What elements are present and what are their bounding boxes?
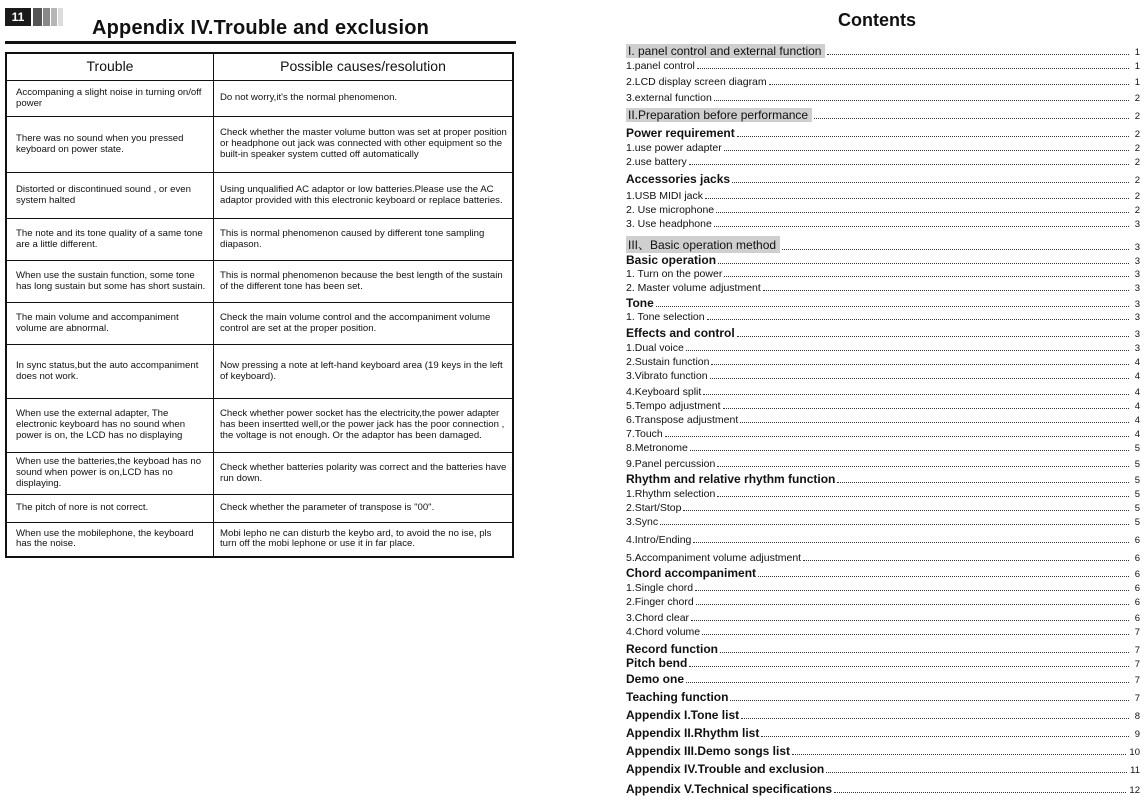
toc-leader-dots [730, 700, 1129, 701]
toc-leader-dots [737, 336, 1129, 337]
toc-leader-dots [693, 542, 1129, 543]
toc-entry-page: 2 [1134, 111, 1140, 122]
table-row [6, 117, 513, 173]
table-header-row [6, 53, 513, 81]
toc-entry-label: 1.use power adapter [626, 142, 722, 154]
toc-entry [626, 672, 1140, 686]
toc-entry-label: 1. Tone selection [626, 311, 705, 323]
table-row [6, 261, 513, 303]
toc-entry-page: 6 [1134, 597, 1140, 608]
toc-entry [626, 656, 1140, 670]
toc-entry [626, 218, 1140, 230]
toc-entry-label: 4.Keyboard split [626, 386, 702, 398]
toc-leader-dots [660, 524, 1129, 525]
toc-leader-dots [837, 482, 1129, 483]
toc-entry-label: 1.Rhythm selection [626, 488, 716, 500]
toc-entry [626, 253, 1140, 267]
toc-leader-dots [665, 436, 1129, 437]
toc-leader-dots [707, 319, 1129, 320]
toc-entry-label: 2.Sustain function [626, 356, 710, 368]
trouble-cell: In sync status,but the auto accompaniment does not work. [6, 345, 214, 399]
toc-entry-page: 9 [1134, 729, 1140, 740]
resolution-cell: Mobi lepho ne can disturb the keybo ard, to avoid the no ise, pls turn off the mobi lephone or use it in far place. [220, 527, 492, 550]
toc-entry-page: 1 [1134, 47, 1140, 58]
toc-entry-page: 4 [1134, 371, 1140, 382]
toc-entry-page: 7 [1134, 693, 1140, 704]
resolution-cell: Now pressing a note at left-hand keyboard area (19 keys in the left of keyboard). [214, 345, 514, 399]
toc-leader-dots [758, 576, 1129, 577]
toc-entry-page: 7 [1134, 627, 1140, 638]
toc-entry-label: 3.external function [626, 92, 712, 104]
toc-entry [626, 596, 1140, 608]
toc-entry-page: 5 [1134, 443, 1140, 454]
header-trouble: Trouble [6, 53, 214, 81]
toc-entry-page: 1 [1134, 77, 1140, 88]
toc-entry [626, 386, 1140, 398]
trouble-cell: The pitch of nore is not correct. [6, 495, 214, 523]
contents-title: Contents [838, 10, 916, 30]
toc-leader-dots [689, 666, 1129, 667]
toc-entry-page: 3 [1134, 256, 1140, 267]
toc-entry-page: 10 [1129, 747, 1140, 758]
toc-leader-dots [705, 198, 1129, 199]
toc-entry-page: 5 [1134, 503, 1140, 514]
toc-entry-page: 7 [1134, 675, 1140, 686]
toc-entry [626, 690, 1140, 704]
toc-entry [626, 326, 1140, 340]
table-row [6, 523, 513, 557]
toc-entry-page: 6 [1134, 569, 1140, 580]
toc-leader-dots [737, 136, 1129, 137]
toc-entry-page: 6 [1134, 535, 1140, 546]
toc-entry [626, 708, 1140, 722]
toc-leader-dots [716, 212, 1129, 213]
resolution-cell: Check the main volume control and the accompaniment volume control are set at the proper position. [214, 303, 514, 345]
toc-entry [626, 204, 1140, 216]
toc-entry [626, 414, 1140, 426]
toc-entry-page: 6 [1134, 613, 1140, 624]
toc-entry-page: 2 [1134, 93, 1140, 104]
toc-leader-dots [711, 364, 1129, 365]
toc-leader-dots [696, 604, 1129, 605]
table-row [6, 399, 513, 453]
toc-leader-dots [717, 496, 1129, 497]
toc-entry-label: 6.Transpose adjustment [626, 414, 739, 426]
toc-entry-page: 4 [1134, 387, 1140, 398]
toc-entry [626, 296, 1140, 310]
toc-entry [626, 642, 1140, 656]
toc-entry-page: 5 [1134, 517, 1140, 528]
toc-entry-page: 5 [1134, 459, 1140, 470]
toc-entry-page: 3 [1134, 299, 1140, 310]
toc-leader-dots [702, 634, 1129, 635]
toc-entry [626, 44, 1140, 58]
toc-leader-dots [741, 718, 1129, 719]
resolution-cell: Do not worry,it's the normal phenomenon. [214, 81, 514, 117]
toc-entry [626, 782, 1140, 796]
toc-entry [626, 442, 1140, 454]
toc-entry-page: 6 [1134, 553, 1140, 564]
toc-entry-label: I. panel control and external function [626, 44, 825, 58]
toc-entry [626, 502, 1140, 514]
toc-entry-label: 3.Chord clear [626, 612, 690, 624]
toc-entry [626, 516, 1140, 528]
toc-entry [626, 236, 1140, 253]
toc-entry [626, 156, 1140, 168]
toc-entry-label: 4.Intro/Ending [626, 534, 692, 546]
toc-entry-label: 5.Tempo adjustment [626, 400, 721, 412]
resolution-cell: Check whether power socket has the electricity,the power adapter has been insertted well,or the power jack has the poor connection , the voltage is not enough. Or the adaptor has been damaged. [214, 399, 514, 453]
toc-entry-page: 3 [1134, 329, 1140, 340]
toc-entry [626, 762, 1140, 776]
toc-leader-dots [723, 408, 1129, 409]
toc-entry-page: 3 [1134, 343, 1140, 354]
resolution-cell: Check whether batteries polarity was correct and the batteries have run down. [214, 453, 514, 495]
toc-leader-dots [686, 682, 1129, 683]
toc-entry [626, 472, 1140, 486]
toc-entry-page: 4 [1134, 429, 1140, 440]
toc-leader-dots [695, 590, 1129, 591]
toc-entry-page: 4 [1134, 401, 1140, 412]
toc-leader-dots [718, 263, 1129, 264]
toc-entry-label: 8.Metronome [626, 442, 688, 454]
toc-entry-page: 2 [1134, 175, 1140, 186]
toc-entry [626, 172, 1140, 186]
trouble-cell: When use the sustain function, some tone has long sustain but some has short sustain. [6, 261, 214, 303]
toc-entry-label: 2.Finger chord [626, 596, 694, 608]
toc-entry-page: 11 [1130, 765, 1140, 776]
toc-entry-page: 2 [1134, 143, 1140, 154]
toc-leader-dots [792, 754, 1126, 755]
header-resolution: Possible causes/resolution [214, 53, 514, 81]
table-row [6, 81, 513, 117]
toc-leader-dots [683, 510, 1129, 511]
toc-leader-dots [769, 84, 1129, 85]
toc-entry [626, 142, 1140, 154]
trouble-cell: There was no sound when you pressed keyboard on power state. [6, 117, 214, 173]
table-row [6, 219, 513, 261]
toc-leader-dots [717, 466, 1129, 467]
toc-entry-page: 4 [1134, 415, 1140, 426]
toc-entry-page: 6 [1134, 583, 1140, 594]
toc-entry-label: 1.USB MIDI jack [626, 190, 704, 202]
toc-entry-page: 7 [1134, 659, 1140, 670]
toc-entry [626, 400, 1140, 412]
toc-entry-label: Appendix II.Rhythm list [626, 726, 760, 740]
table-row [6, 495, 513, 523]
toc-leader-dots [732, 182, 1129, 183]
page-number: 11 [5, 8, 31, 26]
toc-entry [626, 108, 1140, 122]
toc-entry-label: 2.LCD display screen diagram [626, 76, 767, 88]
toc-entry-label: Chord accompaniment [626, 566, 757, 580]
left-page [0, 0, 520, 802]
toc-entry [626, 92, 1140, 104]
toc-entry-page: 2 [1134, 157, 1140, 168]
toc-leader-dots [724, 150, 1129, 151]
toc-entry-page: 8 [1134, 711, 1140, 722]
toc-leader-dots [720, 652, 1129, 653]
toc-entry-label: 3. Use headphone [626, 218, 712, 230]
toc-entry [626, 428, 1140, 440]
toc-entry [626, 626, 1140, 638]
toc-entry-label: 1.panel control [626, 60, 695, 72]
toc-leader-dots [703, 394, 1129, 395]
toc-entry-label: 2. Use microphone [626, 204, 715, 216]
toc-entry [626, 268, 1140, 280]
toc-entry-label: Appendix IV.Trouble and exclusion [626, 762, 825, 776]
toc-entry-label: 3.Vibrato function [626, 370, 708, 382]
toc-entry-page: 2 [1134, 129, 1140, 140]
toc-entry-page: 5 [1134, 475, 1140, 486]
toc-leader-dots [714, 226, 1129, 227]
trouble-cell: When use the batteries,the keyboad has no sound when power is on,LCD has no displaying. [6, 453, 214, 495]
toc-entry-label: Appendix III.Demo songs list [626, 744, 791, 758]
toc-entry-page: 1 [1134, 61, 1140, 72]
toc-entry-label: 7.Touch [626, 428, 663, 440]
resolution-cell: This is normal phenomenon because the best length of the sustain of the different tone has been set. [214, 261, 514, 303]
toc-entry-label: 3.Sync [626, 516, 659, 528]
toc-entry-label: Pitch bend [626, 656, 688, 670]
toc-entry-label: 1.Single chord [626, 582, 694, 594]
table-row [6, 453, 513, 495]
toc-entry-page: 4 [1134, 357, 1140, 368]
toc-entry-label: Record function [626, 642, 718, 656]
toc-entry-label: III、Basic operation method [626, 236, 780, 253]
toc-leader-dots [697, 68, 1129, 69]
toc-entry [626, 552, 1140, 564]
toc-entry [626, 126, 1140, 140]
toc-entry [626, 582, 1140, 594]
toc-leader-dots [691, 620, 1129, 621]
resolution-cell: Check whether the master volume button was set at proper position or headphone out jack was connected with other equipment so the built-in speaker system cutted off automatically [214, 117, 514, 173]
table-row [6, 303, 513, 345]
toc-entry-label: 1.Dual voice [626, 342, 684, 354]
toc-entry-label: II.Preparation before performance [626, 108, 812, 122]
toc-entry-label: Accessories jacks [626, 172, 731, 186]
toc-entry-page: 3 [1134, 283, 1140, 294]
toc-entry-label: 9.Panel percussion [626, 458, 716, 470]
toc-entry [626, 60, 1140, 72]
toc-entry-label: 2.use battery [626, 156, 687, 168]
trouble-cell: Accompaning a slight noise in turning on/off power [6, 81, 214, 117]
trouble-cell: The note and its tone quality of a same tone are a little different. [6, 219, 214, 261]
toc-entry-label: Appendix I.Tone list [626, 708, 740, 722]
resolution-cell: Check whether the parameter of transpose is "00". [214, 495, 514, 523]
toc-leader-dots [690, 450, 1129, 451]
toc-entry-page: 2 [1134, 191, 1140, 202]
toc-entry [626, 76, 1140, 88]
toc-entry [626, 726, 1140, 740]
toc-leader-dots [724, 276, 1129, 277]
toc-leader-dots [763, 290, 1129, 291]
toc-entry-label: Effects and control [626, 326, 735, 340]
badge-gradient-bars [33, 8, 64, 26]
toc-entry-page: 2 [1134, 205, 1140, 216]
toc-entry [626, 342, 1140, 354]
toc-entry [626, 744, 1140, 758]
toc-entry-page: 3 [1134, 312, 1140, 323]
right-page [620, 0, 1142, 802]
toc-entry-page: 3 [1134, 219, 1140, 230]
toc-entry [626, 458, 1140, 470]
trouble-cell: Distorted or discontinued sound , or even system halted [6, 173, 214, 219]
toc-leader-dots [826, 772, 1127, 773]
toc-entry-label: Demo one [626, 672, 685, 686]
toc-entry [626, 534, 1140, 546]
toc-entry [626, 311, 1140, 323]
title-rule [5, 41, 516, 44]
toc-leader-dots [761, 736, 1129, 737]
toc-entry [626, 566, 1140, 580]
appendix-title: Appendix IV.Trouble and exclusion [92, 17, 430, 39]
toc-entry [626, 612, 1140, 624]
toc-entry-label: 2.Start/Stop [626, 502, 682, 514]
toc-entry-label: Power requirement [626, 126, 735, 140]
toc-leader-dots [834, 792, 1126, 793]
toc-entry-page: 12 [1129, 785, 1140, 796]
toc-entry-page: 5 [1134, 489, 1140, 500]
toc-leader-dots [714, 100, 1129, 101]
toc-entry [626, 488, 1140, 500]
toc-entry-page: 7 [1134, 645, 1140, 656]
toc-leader-dots [740, 422, 1129, 423]
toc-entry-label: Appendix V.Technical specifications [626, 782, 833, 796]
toc-entry [626, 356, 1140, 368]
table-row [6, 345, 513, 399]
toc-entry-page: 3 [1134, 242, 1140, 253]
trouble-cell: When use the mobilephone, the keyboard has the noise. [6, 523, 214, 557]
toc-entry-label: Tone [626, 296, 654, 310]
toc-leader-dots [782, 249, 1129, 250]
toc-entry-label: 4.Chord volume [626, 626, 701, 638]
toc-entry [626, 190, 1140, 202]
resolution-cell: This is normal phenomenon caused by different tone sampling diapason. [214, 219, 514, 261]
toc-entry-label: Teaching function [626, 690, 729, 704]
toc-leader-dots [686, 350, 1129, 351]
toc-entry-label: 1. Turn on the power [626, 268, 723, 280]
toc-entry-label: Rhythm and relative rhythm function [626, 472, 836, 486]
toc-leader-dots [710, 378, 1129, 379]
toc-entry [626, 282, 1140, 294]
toc-leader-dots [689, 164, 1129, 165]
page-number-badge [5, 8, 64, 26]
table-row [6, 173, 513, 219]
toc-entry-label: 5.Accompaniment volume adjustment [626, 552, 802, 564]
toc-leader-dots [814, 118, 1129, 119]
toc-leader-dots [827, 54, 1129, 55]
resolution-cell: Using unqualified AC adaptor or low batteries.Please use the AC adaptor provided with this electronic keyboard or replace batteries. [214, 173, 514, 219]
toc-entry-label: 2. Master volume adjustment [626, 282, 761, 294]
toc-leader-dots [656, 306, 1129, 307]
toc-leader-dots [803, 560, 1129, 561]
trouble-cell: The main volume and accompaniment volume are abnormal. [6, 303, 214, 345]
toc-entry-label: Basic operation [626, 253, 717, 267]
trouble-table [5, 52, 514, 558]
trouble-cell: When use the external adapter, The electronic keyboard has no sound when power is on, the LCD has no displaying [6, 399, 214, 453]
toc-entry-page: 3 [1134, 269, 1140, 280]
toc-entry [626, 370, 1140, 382]
